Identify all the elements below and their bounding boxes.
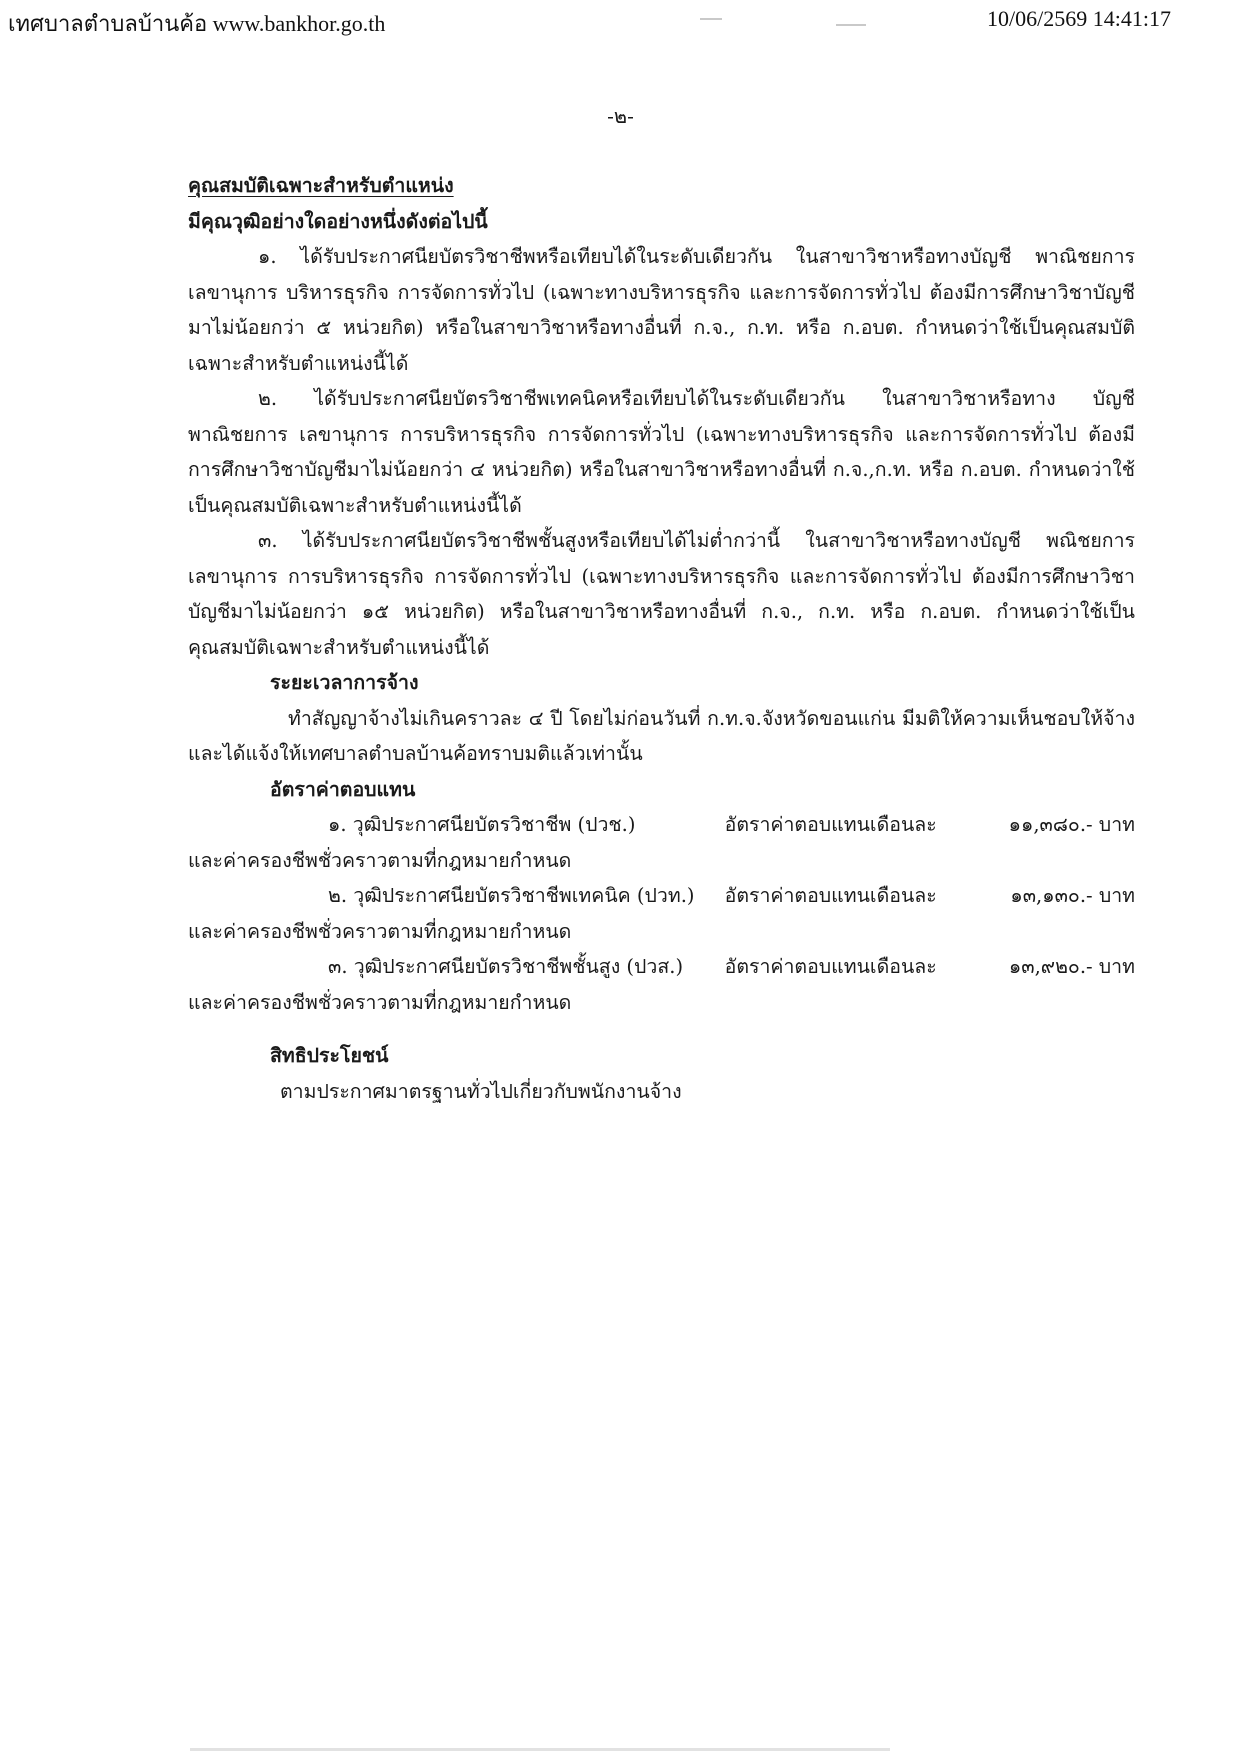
qualification-item-2: ๒. ได้รับประกาศนียบัตรวิชาชีพเทคนิคหรือเทียบได้ในระดับเดียวกัน ในสาขาวิชาหรือทาง บัญชี พาณิชยการ เลขานุการ การบริหารธุรกิจ การจัดการทั่วไป (เฉพาะทางบริหารธุรกิจ และการจัดการทั่วไป ต้องมีการศึกษาวิชาบัญชีมาไม่น้อยกว่า ๔ หน่วยกิต) หรือในสาขาวิชาหรือทางอื่นที่ ก.จ.,ก.ท. หรือ ก.อบต. กำหนดว่าใช้เป็นคุณสมบัติเฉพาะสำหรับตำแหน่งนี้ได้ (188, 387, 1135, 517)
header-source: เทศบาลตำบลบ้านค้อ www.bankhor.go.th (8, 11, 386, 36)
rate-amount: ๑๓,๑๓๐.- บาท (1010, 884, 1135, 907)
rate-description: อัตราค่าตอบแทนเดือนละ (724, 813, 937, 836)
scan-mark (190, 1748, 890, 1751)
employment-period-text: ทำสัญญาจ้างไม่เกินคราวละ ๔ ปี โดยไม่ก่อนวันที่ ก.ท.จ.จังหวัดขอนแก่น มีมติให้ความเห็นชอบให้จ้างและได้แจ้งให้เทศบาลตำบลบ้านค้อทราบมติแล้วเท่านั้น (188, 706, 1135, 765)
document-body (188, 168, 1135, 1109)
rate-description: อัตราค่าตอบแทนเดือนละ (724, 955, 937, 978)
compensation-title: อัตราค่าตอบแทน (270, 777, 416, 801)
rate-note: และค่าครองชีพชั่วคราวตามที่กฎหมายกำหนด (188, 919, 572, 943)
rate-row (188, 807, 1135, 843)
rate-label: ๓. วุฒิประกาศนียบัตรวิชาชีพชั้นสูง (ปวส.) (328, 955, 684, 978)
rate-label: ๒. วุฒิประกาศนียบัตรวิชาชีพเทคนิค (ปวท.) (328, 884, 695, 907)
rate-amount: ๑๓,๙๒๐.- บาท (1008, 955, 1135, 978)
qualification-item-3: ๓. ได้รับประกาศนียบัตรวิชาชีพชั้นสูงหรือเทียบได้ไม่ต่ำกว่านี้ ในสาขาวิชาหรือทางบัญชี พณิชยการ เลขานุการ การบริหารธุรกิจ การจัดการทั่วไป (เฉพาะทางบริหารธุรกิจ และการจัดการทั่วไป ต้องมีการศึกษาวิชาบัญชีมาไม่น้อยกว่า ๑๕ หน่วยกิต) หรือในสาขาวิชาหรือทางอื่นที่ ก.จ., ก.ท. หรือ ก.อบต. กำหนดว่าใช้เป็นคุณสมบัติเฉพาะสำหรับตำแหน่งนี้ได้ (188, 529, 1135, 659)
benefits-text: ตามประกาศมาตรฐานทั่วไปเกี่ยวกับพนักงานจ้าง (280, 1079, 682, 1103)
scan-mark (700, 18, 722, 20)
qualifications-subtitle: มีคุณวุฒิอย่างใดอย่างหนึ่งดังต่อไปนี้ (188, 209, 488, 233)
page-number: -๒- (607, 104, 634, 128)
qualifications-title: คุณสมบัติเฉพาะสำหรับตำแหน่ง (188, 174, 454, 197)
rate-note: และค่าครองชีพชั่วคราวตามที่กฎหมายกำหนด (188, 848, 572, 872)
rate-note: และค่าครองชีพชั่วคราวตามที่กฎหมายกำหนด (188, 990, 572, 1014)
rate-row (188, 949, 1135, 985)
qualification-item-1: ๑. ได้รับประกาศนียบัตรวิชาชีพหรือเทียบได้ในระดับเดียวกัน ในสาขาวิชาหรือทางบัญชี พาณิชยการ เลขานุการ บริหารธุรกิจ การจัดการทั่วไป (เฉพาะทางบริหารธุรกิจ และการจัดการทั่วไป ต้องมีการศึกษาวิชาบัญชีมาไม่น้อยกว่า ๕ หน่วยกิต) หรือในสาขาวิชาหรือทางอื่นที่ ก.จ., ก.ท. หรือ ก.อบต. กำหนดว่าใช้เป็นคุณสมบัติเฉพาะสำหรับตำแหน่งนี้ได้ (188, 245, 1135, 375)
rate-row (188, 878, 1135, 914)
header-timestamp: 10/06/2569 14:41:17 (987, 6, 1171, 31)
rate-amount: ๑๑,๓๘๐.- บาท (1008, 813, 1135, 836)
benefits-title: สิทธิประโยชน์ (270, 1044, 389, 1067)
rate-description: อัตราค่าตอบแทนเดือนละ (724, 884, 937, 907)
rate-label: ๑. วุฒิประกาศนียบัตรวิชาชีพ (ปวช.) (328, 813, 636, 836)
scan-mark (836, 24, 866, 26)
employment-period-title: ระยะเวลาการจ้าง (270, 671, 419, 694)
